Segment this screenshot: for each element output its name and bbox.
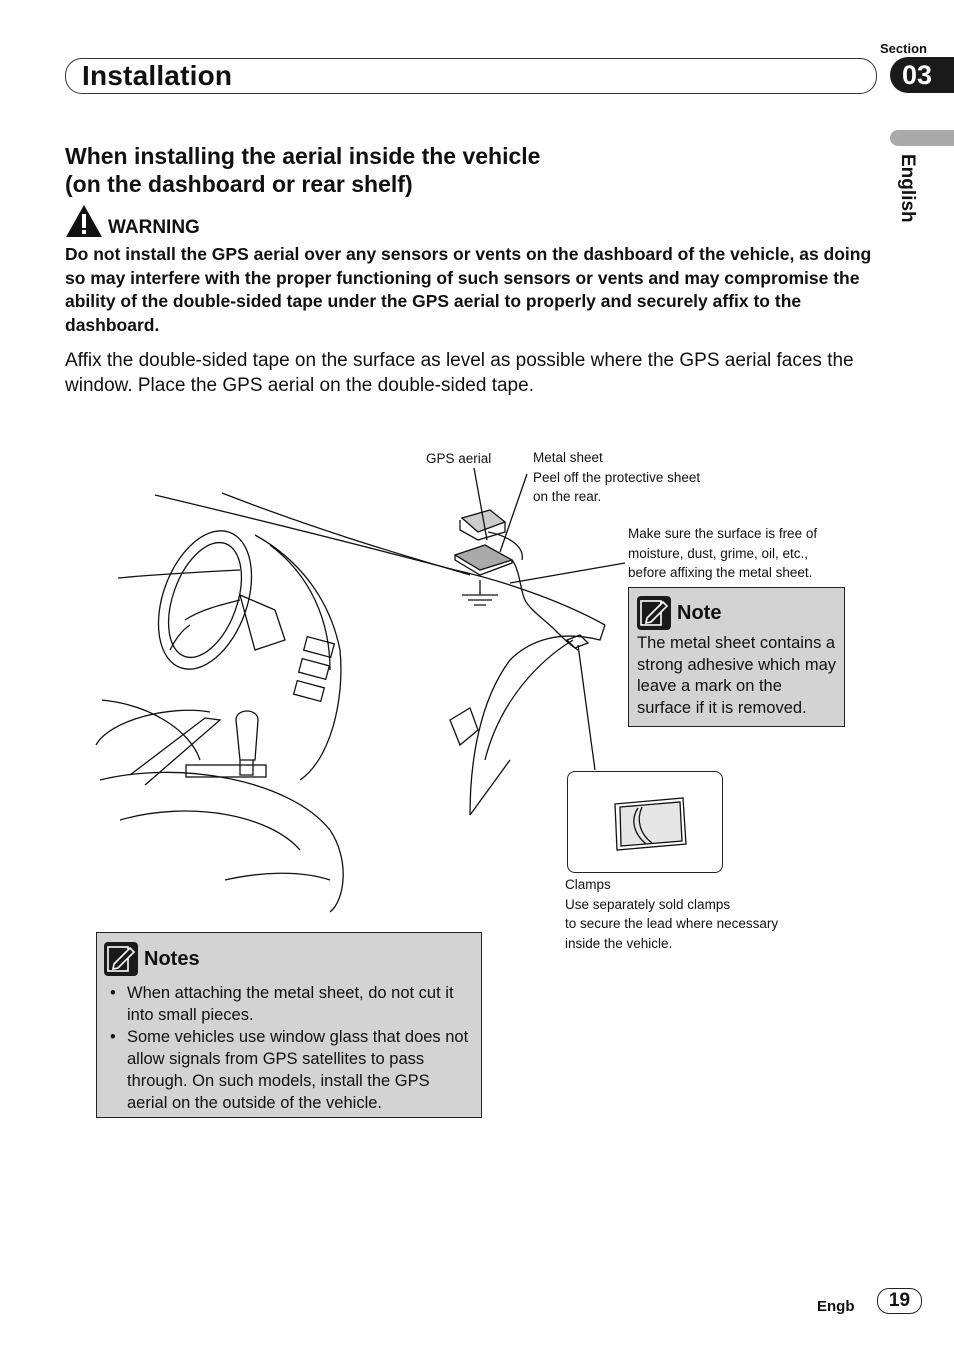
caption-surface-line-2: moisture, dust, grime, oil, etc.,	[628, 545, 809, 561]
clamp-icon	[568, 772, 722, 872]
language-tab-label: English	[897, 154, 918, 223]
caption-gps-aerial: GPS aerial	[426, 451, 492, 466]
caption-clamps-line-4: inside the vehicle.	[565, 935, 673, 951]
warning-label: WARNING	[108, 217, 200, 238]
note-text: The metal sheet contains a strong adhesive which may leave a mark on the surface if it is removed.	[637, 634, 837, 717]
pencil-note-icon	[637, 596, 671, 630]
section-heading	[65, 142, 765, 198]
caption-clamps-line-3: to secure the lead where necessary	[565, 916, 779, 931]
section-number-badge: 03	[890, 57, 954, 93]
page-number: 19	[877, 1288, 922, 1314]
caption-metal-sheet	[533, 448, 700, 507]
caption-clamps	[565, 875, 778, 953]
note-header	[637, 596, 836, 630]
list-item: • When attaching the metal sheet, do not cut it into small pieces.	[104, 982, 471, 1026]
caption-metal-sheet-line-2: Peel off the protective sheet	[533, 469, 701, 485]
caption-surface	[628, 524, 817, 583]
footer-language-code: Engb	[817, 1298, 855, 1315]
caption-surface-line-1: Make sure the surface is free of	[628, 526, 818, 541]
caption-clamps-line-1: Clamps	[565, 877, 611, 892]
pencil-note-icon	[104, 942, 138, 976]
clamp-detail-box	[567, 771, 723, 873]
caption-clamps-line-2: Use separately sold clamps	[565, 896, 731, 912]
note-box	[628, 587, 845, 727]
instruction-paragraph: Affix the double-sided tape on the surface as level as possible where the GPS aerial faces the window. Place the GPS aerial on the double-sided tape.	[65, 350, 854, 396]
notes-title: Notes	[144, 947, 200, 970]
section-label: Section	[880, 41, 927, 56]
language-tab-bar	[890, 130, 954, 146]
heading-line-1: When installing the aerial inside the vehicle	[65, 143, 541, 169]
notes-list	[104, 982, 471, 1114]
caption-metal-sheet-line-3: on the rear.	[533, 489, 602, 504]
language-tab	[892, 150, 922, 240]
warning-triangle-icon	[65, 204, 103, 238]
notes-header	[104, 942, 471, 976]
warning-text: Do not install the GPS aerial over any sensors or vents on the dashboard of the vehicle, as doing so may interfere with the proper functioning of such sensors or vents and may compromise the ability of the double-sided tape under the GPS aerial to properly and securely affix to the dashboard.	[65, 244, 872, 336]
page-title: Installation	[82, 60, 233, 91]
caption-surface-line-3: before affixing the metal sheet.	[628, 565, 813, 580]
notes-box	[96, 932, 482, 1118]
heading-line-2: (on the dashboard or rear shelf)	[65, 171, 413, 197]
note-title: Note	[677, 601, 722, 624]
list-item: • Some vehicles use window glass that does not allow signals from GPS satellites to pass through. On such models, install the GPS aerial on the outside of the vehicle.	[104, 1026, 471, 1114]
caption-metal-sheet-line-1: Metal sheet	[533, 450, 603, 465]
